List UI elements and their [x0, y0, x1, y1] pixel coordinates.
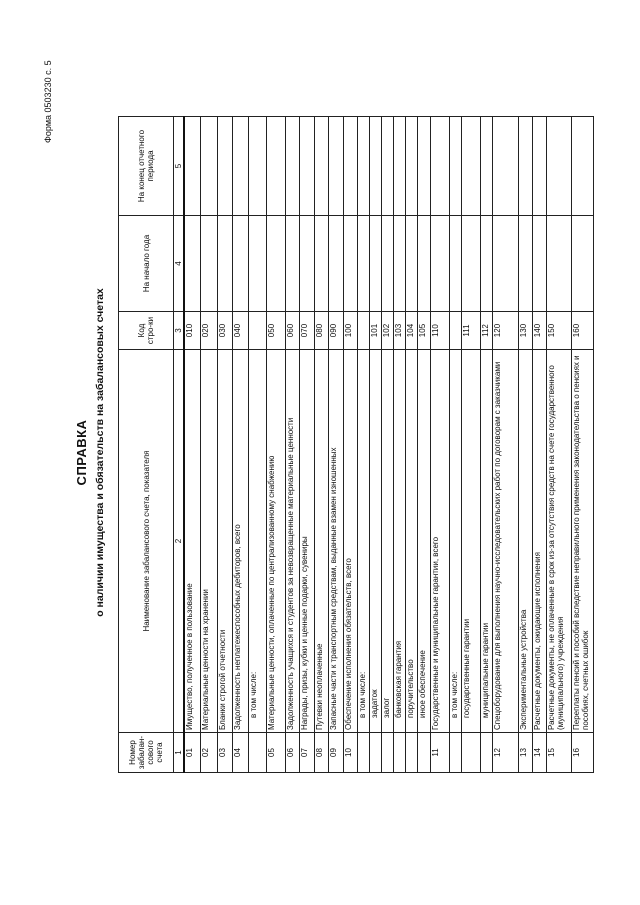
end-of-period-cell — [314, 117, 328, 216]
table-row — [217, 117, 232, 773]
account-number-cell — [369, 733, 381, 773]
end-of-period-cell — [184, 117, 200, 216]
item-name-cell: Имущество, полученное в пользование — [184, 350, 200, 733]
item-name-cell: Задолженность учащихся и студентов за невозвращенные материальные ценности — [285, 350, 299, 733]
start-of-year-cell — [200, 216, 217, 312]
account-number-cell — [393, 733, 405, 773]
item-name-cell: Государственные и муниципальные гарантии, всего — [430, 350, 449, 733]
account-number-cell: 10 — [343, 733, 357, 773]
item-name-cell: Материальные ценности на хранении — [200, 350, 217, 733]
end-of-period-cell — [200, 117, 217, 216]
start-of-year-cell — [393, 216, 405, 312]
table-row — [369, 117, 381, 773]
start-of-year-cell — [248, 216, 266, 312]
line-code-cell: 140 — [532, 312, 546, 350]
start-of-year-cell — [266, 216, 285, 312]
col-number: 5 — [174, 117, 185, 216]
account-number-cell: 16 — [571, 733, 593, 773]
account-number-cell — [248, 733, 266, 773]
table-row — [343, 117, 357, 773]
item-name-cell: иное обеспечение — [417, 350, 430, 733]
start-of-year-cell — [546, 216, 571, 312]
line-code-cell: 104 — [405, 312, 417, 350]
table-row — [518, 117, 532, 773]
item-name-cell: Бланки строгой отчетности — [217, 350, 232, 733]
line-code-cell: 112 — [480, 312, 492, 350]
table-row — [357, 117, 369, 773]
account-number-cell: 15 — [546, 733, 571, 773]
item-name-cell: Награды, призы, кубки и ценные подарки, сувениры — [299, 350, 314, 733]
table-row — [417, 117, 430, 773]
account-number-cell: 01 — [184, 733, 200, 773]
account-number-cell: 13 — [518, 733, 532, 773]
col-header-start: На начало года — [119, 216, 174, 312]
account-number-cell: 06 — [285, 733, 299, 773]
item-name-cell: задаток — [369, 350, 381, 733]
document-title: СПРАВКА — [74, 419, 89, 486]
account-number-cell: 09 — [328, 733, 343, 773]
start-of-year-cell — [461, 216, 480, 312]
table-row — [461, 117, 480, 773]
account-number-cell — [461, 733, 480, 773]
item-name-cell: банковская гарантия — [393, 350, 405, 733]
col-header-name: Наименование забалансового счета, показателя — [119, 350, 174, 733]
line-code-cell: 020 — [200, 312, 217, 350]
start-of-year-cell — [405, 216, 417, 312]
table-row — [430, 117, 449, 773]
end-of-period-cell — [480, 117, 492, 216]
start-of-year-cell — [430, 216, 449, 312]
account-number-cell: 11 — [430, 733, 449, 773]
item-name-cell: муниципальные гарантии — [480, 350, 492, 733]
item-name-cell: Спецоборудование для выполнения научно-исследовательских работ по договорам с заказчиками — [492, 350, 518, 733]
end-of-period-cell — [357, 117, 369, 216]
start-of-year-cell — [184, 216, 200, 312]
end-of-period-cell — [518, 117, 532, 216]
line-code-cell: 050 — [266, 312, 285, 350]
end-of-period-cell — [381, 117, 393, 216]
col-number: 4 — [174, 216, 185, 312]
end-of-period-cell — [232, 117, 248, 216]
table-row — [480, 117, 492, 773]
column-number-row — [174, 117, 185, 773]
line-code-cell: 150 — [546, 312, 571, 350]
account-number-cell: 03 — [217, 733, 232, 773]
start-of-year-cell — [357, 216, 369, 312]
end-of-period-cell — [266, 117, 285, 216]
table-row — [248, 117, 266, 773]
item-name-cell: в том числе: — [449, 350, 461, 733]
col-header-account-number: Номер забалан-сового счета — [119, 733, 174, 773]
line-code-cell: 060 — [285, 312, 299, 350]
account-number-cell: 08 — [314, 733, 328, 773]
start-of-year-cell — [532, 216, 546, 312]
item-name-cell: в том числе: — [357, 350, 369, 733]
table-row — [492, 117, 518, 773]
item-name-cell: залог — [381, 350, 393, 733]
form-number: Форма 0503230 с. 5 — [43, 60, 53, 143]
item-name-cell: поручительство — [405, 350, 417, 733]
table-row — [299, 117, 314, 773]
account-number-cell: 05 — [266, 733, 285, 773]
table-row — [232, 117, 248, 773]
end-of-period-cell — [393, 117, 405, 216]
col-number: 1 — [174, 733, 185, 773]
table-row — [200, 117, 217, 773]
item-name-cell: в том числе: — [248, 350, 266, 733]
item-name-cell: Расчетные документы, не оплаченные в срок из-за отсутствия средств на счете государственного (муниципального) учреждения — [546, 350, 571, 733]
line-code-cell: 102 — [381, 312, 393, 350]
end-of-period-cell — [546, 117, 571, 216]
line-code-cell: 111 — [461, 312, 480, 350]
start-of-year-cell — [328, 216, 343, 312]
start-of-year-cell — [232, 216, 248, 312]
item-name-cell: Материальные ценности, оплаченные по централизованному снабжению — [266, 350, 285, 733]
end-of-period-cell — [248, 117, 266, 216]
start-of-year-cell — [518, 216, 532, 312]
item-name-cell: Запасные части к транспортным средствам, выданные взамен изношенных — [328, 350, 343, 733]
start-of-year-cell — [381, 216, 393, 312]
line-code-cell: 090 — [328, 312, 343, 350]
end-of-period-cell — [369, 117, 381, 216]
table-row — [328, 117, 343, 773]
end-of-period-cell — [285, 117, 299, 216]
item-name-cell: Расчетные документы, ожидающие исполнения — [532, 350, 546, 733]
line-code-cell — [357, 312, 369, 350]
account-number-cell — [357, 733, 369, 773]
table-row — [532, 117, 546, 773]
table-row — [381, 117, 393, 773]
account-number-cell: 04 — [232, 733, 248, 773]
account-number-cell: 07 — [299, 733, 314, 773]
table-row — [266, 117, 285, 773]
table-row — [184, 117, 200, 773]
account-number-cell: 14 — [532, 733, 546, 773]
start-of-year-cell — [285, 216, 299, 312]
line-code-cell — [248, 312, 266, 350]
start-of-year-cell — [217, 216, 232, 312]
item-name-cell: Обеспечение исполнения обязательств, всего — [343, 350, 357, 733]
start-of-year-cell — [343, 216, 357, 312]
item-name-cell: государственные гарантии — [461, 350, 480, 733]
end-of-period-cell — [532, 117, 546, 216]
account-number-cell — [449, 733, 461, 773]
line-code-cell: 130 — [518, 312, 532, 350]
end-of-period-cell — [328, 117, 343, 216]
start-of-year-cell — [480, 216, 492, 312]
start-of-year-cell — [571, 216, 593, 312]
line-code-cell: 160 — [571, 312, 593, 350]
line-code-cell: 105 — [417, 312, 430, 350]
item-name-cell: Переплаты пенсий и пособий вследствие неправильного применения законодательства о пенсиях и пособиях, счетных ошибок — [571, 350, 593, 733]
end-of-period-cell — [430, 117, 449, 216]
table-row — [285, 117, 299, 773]
line-code-cell: 100 — [343, 312, 357, 350]
line-code-cell: 070 — [299, 312, 314, 350]
table-row — [571, 117, 593, 773]
item-name-cell: Задолженность неплатежеспособных дебиторов, всего — [232, 350, 248, 733]
account-number-cell — [405, 733, 417, 773]
end-of-period-cell — [217, 117, 232, 216]
line-code-cell: 030 — [217, 312, 232, 350]
line-code-cell: 101 — [369, 312, 381, 350]
end-of-period-cell — [571, 117, 593, 216]
col-header-end: На конец отчетного периода — [119, 117, 174, 216]
end-of-period-cell — [492, 117, 518, 216]
header-row — [119, 117, 174, 773]
line-code-cell: 103 — [393, 312, 405, 350]
offbalance-table — [118, 116, 594, 773]
account-number-cell: 12 — [492, 733, 518, 773]
line-code-cell — [449, 312, 461, 350]
start-of-year-cell — [369, 216, 381, 312]
end-of-period-cell — [417, 117, 430, 216]
table-row — [393, 117, 405, 773]
document-subtitle: о наличии имущества и обязательств на забалансовых счетах — [94, 288, 106, 617]
table-row — [449, 117, 461, 773]
line-code-cell: 040 — [232, 312, 248, 350]
account-number-cell — [381, 733, 393, 773]
line-code-cell: 010 — [184, 312, 200, 350]
account-number-cell: 02 — [200, 733, 217, 773]
table-row — [546, 117, 571, 773]
line-code-cell: 080 — [314, 312, 328, 350]
start-of-year-cell — [314, 216, 328, 312]
end-of-period-cell — [461, 117, 480, 216]
account-number-cell — [417, 733, 430, 773]
end-of-period-cell — [449, 117, 461, 216]
end-of-period-cell — [343, 117, 357, 216]
line-code-cell: 110 — [430, 312, 449, 350]
start-of-year-cell — [299, 216, 314, 312]
col-header-code: Код стро-ки — [119, 312, 174, 350]
start-of-year-cell — [492, 216, 518, 312]
item-name-cell: Экспериментальные устройства — [518, 350, 532, 733]
table-row — [405, 117, 417, 773]
account-number-cell — [480, 733, 492, 773]
table-row — [314, 117, 328, 773]
start-of-year-cell — [449, 216, 461, 312]
end-of-period-cell — [405, 117, 417, 216]
line-code-cell: 120 — [492, 312, 518, 350]
col-number: 3 — [174, 312, 185, 350]
end-of-period-cell — [299, 117, 314, 216]
item-name-cell: Путевки неоплаченные — [314, 350, 328, 733]
start-of-year-cell — [417, 216, 430, 312]
col-number: 2 — [174, 350, 185, 733]
